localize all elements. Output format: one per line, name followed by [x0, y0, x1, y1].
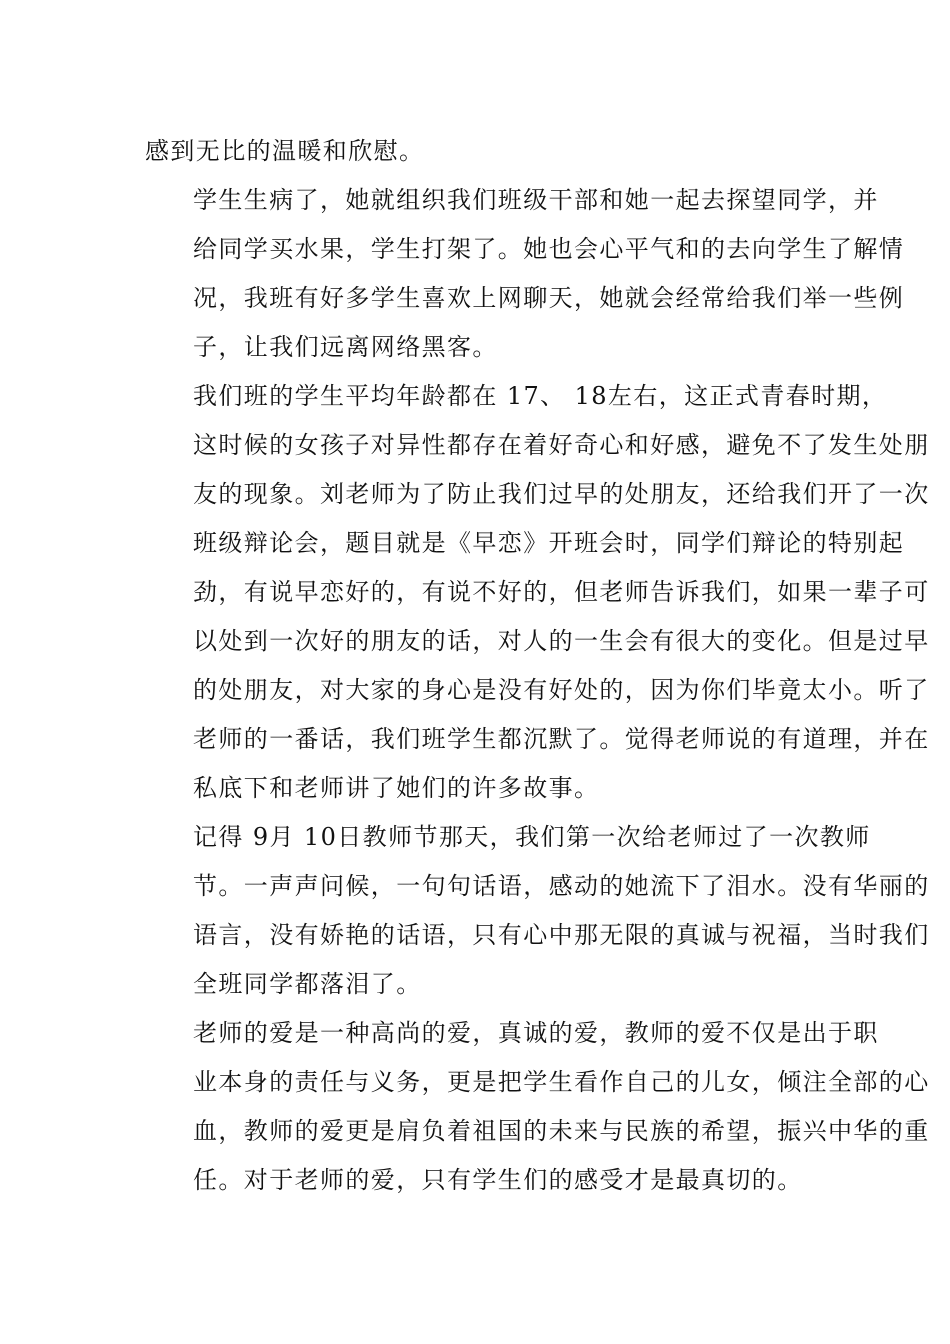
- paragraph: [145, 127, 810, 176]
- paragraph: [145, 176, 905, 372]
- text-line: 血，教师的爱更是肩负着祖国的未来与民族的希望，振兴中华的重: [193, 1117, 930, 1145]
- text-line: 以处到一次好的朋友的话，对人的一生会有很大的变化。但是过早: [193, 627, 930, 655]
- paragraph: [145, 1009, 930, 1205]
- text-line: 子，让我们远离网络黑客。: [193, 333, 498, 361]
- text-line: 语言，没有娇艳的话语，只有心中那无限的真诚与祝福，当时我们: [193, 921, 930, 949]
- text-line: 的处朋友，对大家的身心是没有好处的，因为你们毕竟太小。听了: [193, 676, 930, 704]
- text-line: 我们班的学生平均年龄都在 17、 18左右，这正式青春时期，: [193, 382, 888, 410]
- text-line: 老师的一番话，我们班学生都沉默了。觉得老师说的有道理，并在: [193, 725, 930, 753]
- text-line: 感到无比的温暖和欣慰。: [145, 137, 425, 165]
- text-line: 记得 9月 10日教师节那天，我们第一次给老师过了一次教师: [193, 823, 871, 851]
- text-line: 况，我班有好多学生喜欢上网聊天，她就会经常给我们举一些例: [193, 284, 905, 312]
- text-line: 这时候的女孩子对异性都存在着好奇心和好感，避免不了发生处朋: [193, 431, 930, 459]
- text-line: 劲，有说早恋好的，有说不好的，但老师告诉我们，如果一辈子可: [193, 578, 930, 606]
- paragraph: [145, 372, 930, 813]
- text-line: 友的现象。刘老师为了防止我们过早的处朋友，还给我们开了一次: [193, 480, 930, 508]
- text-line: 节。一声声问候，一句句话语，感动的她流下了泪水。没有华丽的: [193, 872, 930, 900]
- text-line: 全班同学都落泪了。: [193, 970, 422, 998]
- text-line: 班级辩论会，题目就是《早恋》开班会时，同学们辩论的特别起: [193, 529, 905, 557]
- text-line: 学生生病了，她就组织我们班级干部和她一起去探望同学，并: [193, 186, 879, 214]
- paragraph: [145, 813, 930, 1009]
- document-body: [145, 127, 930, 1205]
- text-line: 业本身的责任与义务，更是把学生看作自己的儿女，倾注全部的心: [193, 1068, 930, 1096]
- text-line: 老师的爱是一种高尚的爱，真诚的爱，教师的爱不仅是出于职: [193, 1019, 879, 1047]
- text-line: 任。对于老师的爱，只有学生们的感受才是最真切的。: [193, 1166, 803, 1194]
- text-line: 给同学买水果，学生打架了。她也会心平气和的去向学生了解情: [193, 235, 905, 263]
- text-line: 私底下和老师讲了她们的许多故事。: [193, 774, 600, 802]
